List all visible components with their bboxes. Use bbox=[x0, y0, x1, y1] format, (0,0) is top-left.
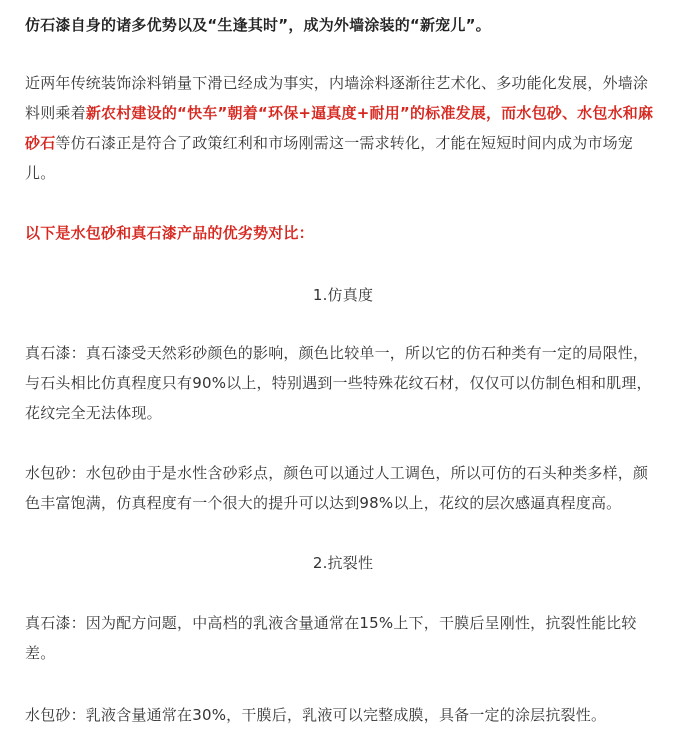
lead-sentence: 仿石漆自身的诸多优势以及“生逢其时”，成为外墙涂装的“新宠儿”。 bbox=[25, 16, 491, 34]
crack-zhenshiqi-paragraph: 真石漆：因为配方问题，中高档的乳液含量通常在15%上下，干膜后呈刚性，抗裂性能比较差。 bbox=[25, 614, 637, 662]
intro-text-2: 等仿石漆正是符合了政策红利和市场刚需这一需求转化，才能在短短时间内成为市场宠儿。 bbox=[25, 134, 634, 182]
intro-paragraph bbox=[25, 68, 661, 188]
section-title-realism: 1.仿真度 bbox=[312, 286, 374, 304]
intro-text-1: 近两年传统装饰涂料销量下滑已经成为事实，内墙涂料逐渐往艺术化、多功能化发展，外墙涂料则乘着 bbox=[25, 74, 649, 122]
section-title-crack-resistance: 2.抗裂性 bbox=[312, 554, 374, 572]
intro-highlight: 新农村建设的“快车”朝着“环保+逼真度+耐用”的标准发展，而水包砂、水包水和麻砂石 bbox=[25, 104, 654, 152]
crack-shuibaosha-paragraph: 水包砂：乳液含量通常在30%，干膜后，乳液可以完整成膜，具备一定的涂层抗裂性。 bbox=[25, 706, 607, 724]
realism-zhenshiqi-paragraph: 真石漆：真石漆受天然彩砂颜色的影响，颜色比较单一，所以它的仿石种类有一定的局限性，与石头相比仿真程度只有90%以上，特别遇到一些特殊花纹石材，仅仅可以仿制色相和肌理，花纹完全无法体现。 bbox=[25, 344, 652, 422]
comparison-heading: 以下是水包砂和真石漆产品的优劣势对比： bbox=[25, 224, 314, 242]
realism-shuibaosha-paragraph: 水包砂：水包砂由于是水性含砂彩点，颜色可以通过人工调色，所以可仿的石头种类多样，颜色丰富饱满，仿真程度有一个很大的提升可以达到98%以上，花纹的层次感逼真程度高。 bbox=[25, 464, 649, 512]
